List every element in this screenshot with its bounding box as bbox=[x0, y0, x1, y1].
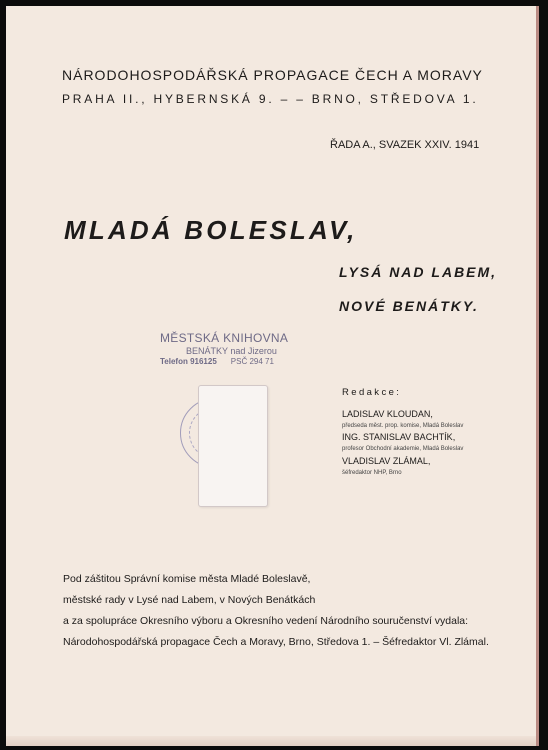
stamp-library-town: BENÁTKY nad Jizerou bbox=[186, 346, 277, 356]
publisher-address: PRAHA II., HYBERNSKÁ 9. – – BRNO, STŘEDOVA 1. bbox=[62, 92, 479, 106]
editors-heading: Redakce: bbox=[342, 387, 402, 398]
editor-role: profesor Obchodní akademie, Mladá Boleslav bbox=[342, 446, 464, 452]
series-volume: ŘADA A., SVAZEK XXIV. 1941 bbox=[330, 139, 480, 151]
editor-role: šéfredaktor NHP, Brno bbox=[342, 470, 402, 476]
stamp-contact bbox=[160, 357, 290, 366]
book-title: MLADÁ BOLESLAV, bbox=[64, 215, 358, 245]
stamp-psc: PSČ 294 71 bbox=[230, 357, 274, 366]
imprint-line: Národohospodářská propagace Čech a Moravy, Brno, Středova 1. – Šéfredaktor Vl. Zlámal. bbox=[63, 636, 489, 648]
editor-role: předseda měst. prop. komise, Mladá Boleslav bbox=[342, 423, 464, 429]
stamp-phone: Telefon 916125 bbox=[160, 357, 217, 366]
book-subtitle-lysa: LYSÁ NAD LABEM, bbox=[339, 264, 498, 280]
stamp-library-name: MĚSTSKÁ KNIHOVNA bbox=[160, 331, 289, 345]
paper-label-sticker bbox=[198, 385, 268, 507]
editor-name: LADISLAV KLOUDAN, bbox=[342, 409, 433, 419]
publisher-name: NÁRODOHOSPODÁŘSKÁ PROPAGACE ČECH A MORAVY bbox=[62, 67, 483, 83]
imprint-line: a za spolupráce Okresního výboru a Okresního vedení Národního souručenství vydala: bbox=[63, 615, 469, 627]
page-edge-shadow bbox=[6, 736, 536, 746]
book-subtitle-benatky: NOVÉ BENÁTKY. bbox=[339, 298, 479, 314]
title-page bbox=[6, 6, 539, 746]
library-stamp bbox=[160, 331, 290, 366]
imprint-line: Pod záštitou Správní komise města Mladé Boleslavě, bbox=[63, 573, 311, 585]
editor-name: ING. STANISLAV BACHTÍK, bbox=[342, 432, 456, 442]
imprint-line: městské rady v Lysé nad Labem, v Nových Benátkách bbox=[63, 594, 316, 606]
editor-name: VLADISLAV ZLÁMAL, bbox=[342, 456, 431, 466]
